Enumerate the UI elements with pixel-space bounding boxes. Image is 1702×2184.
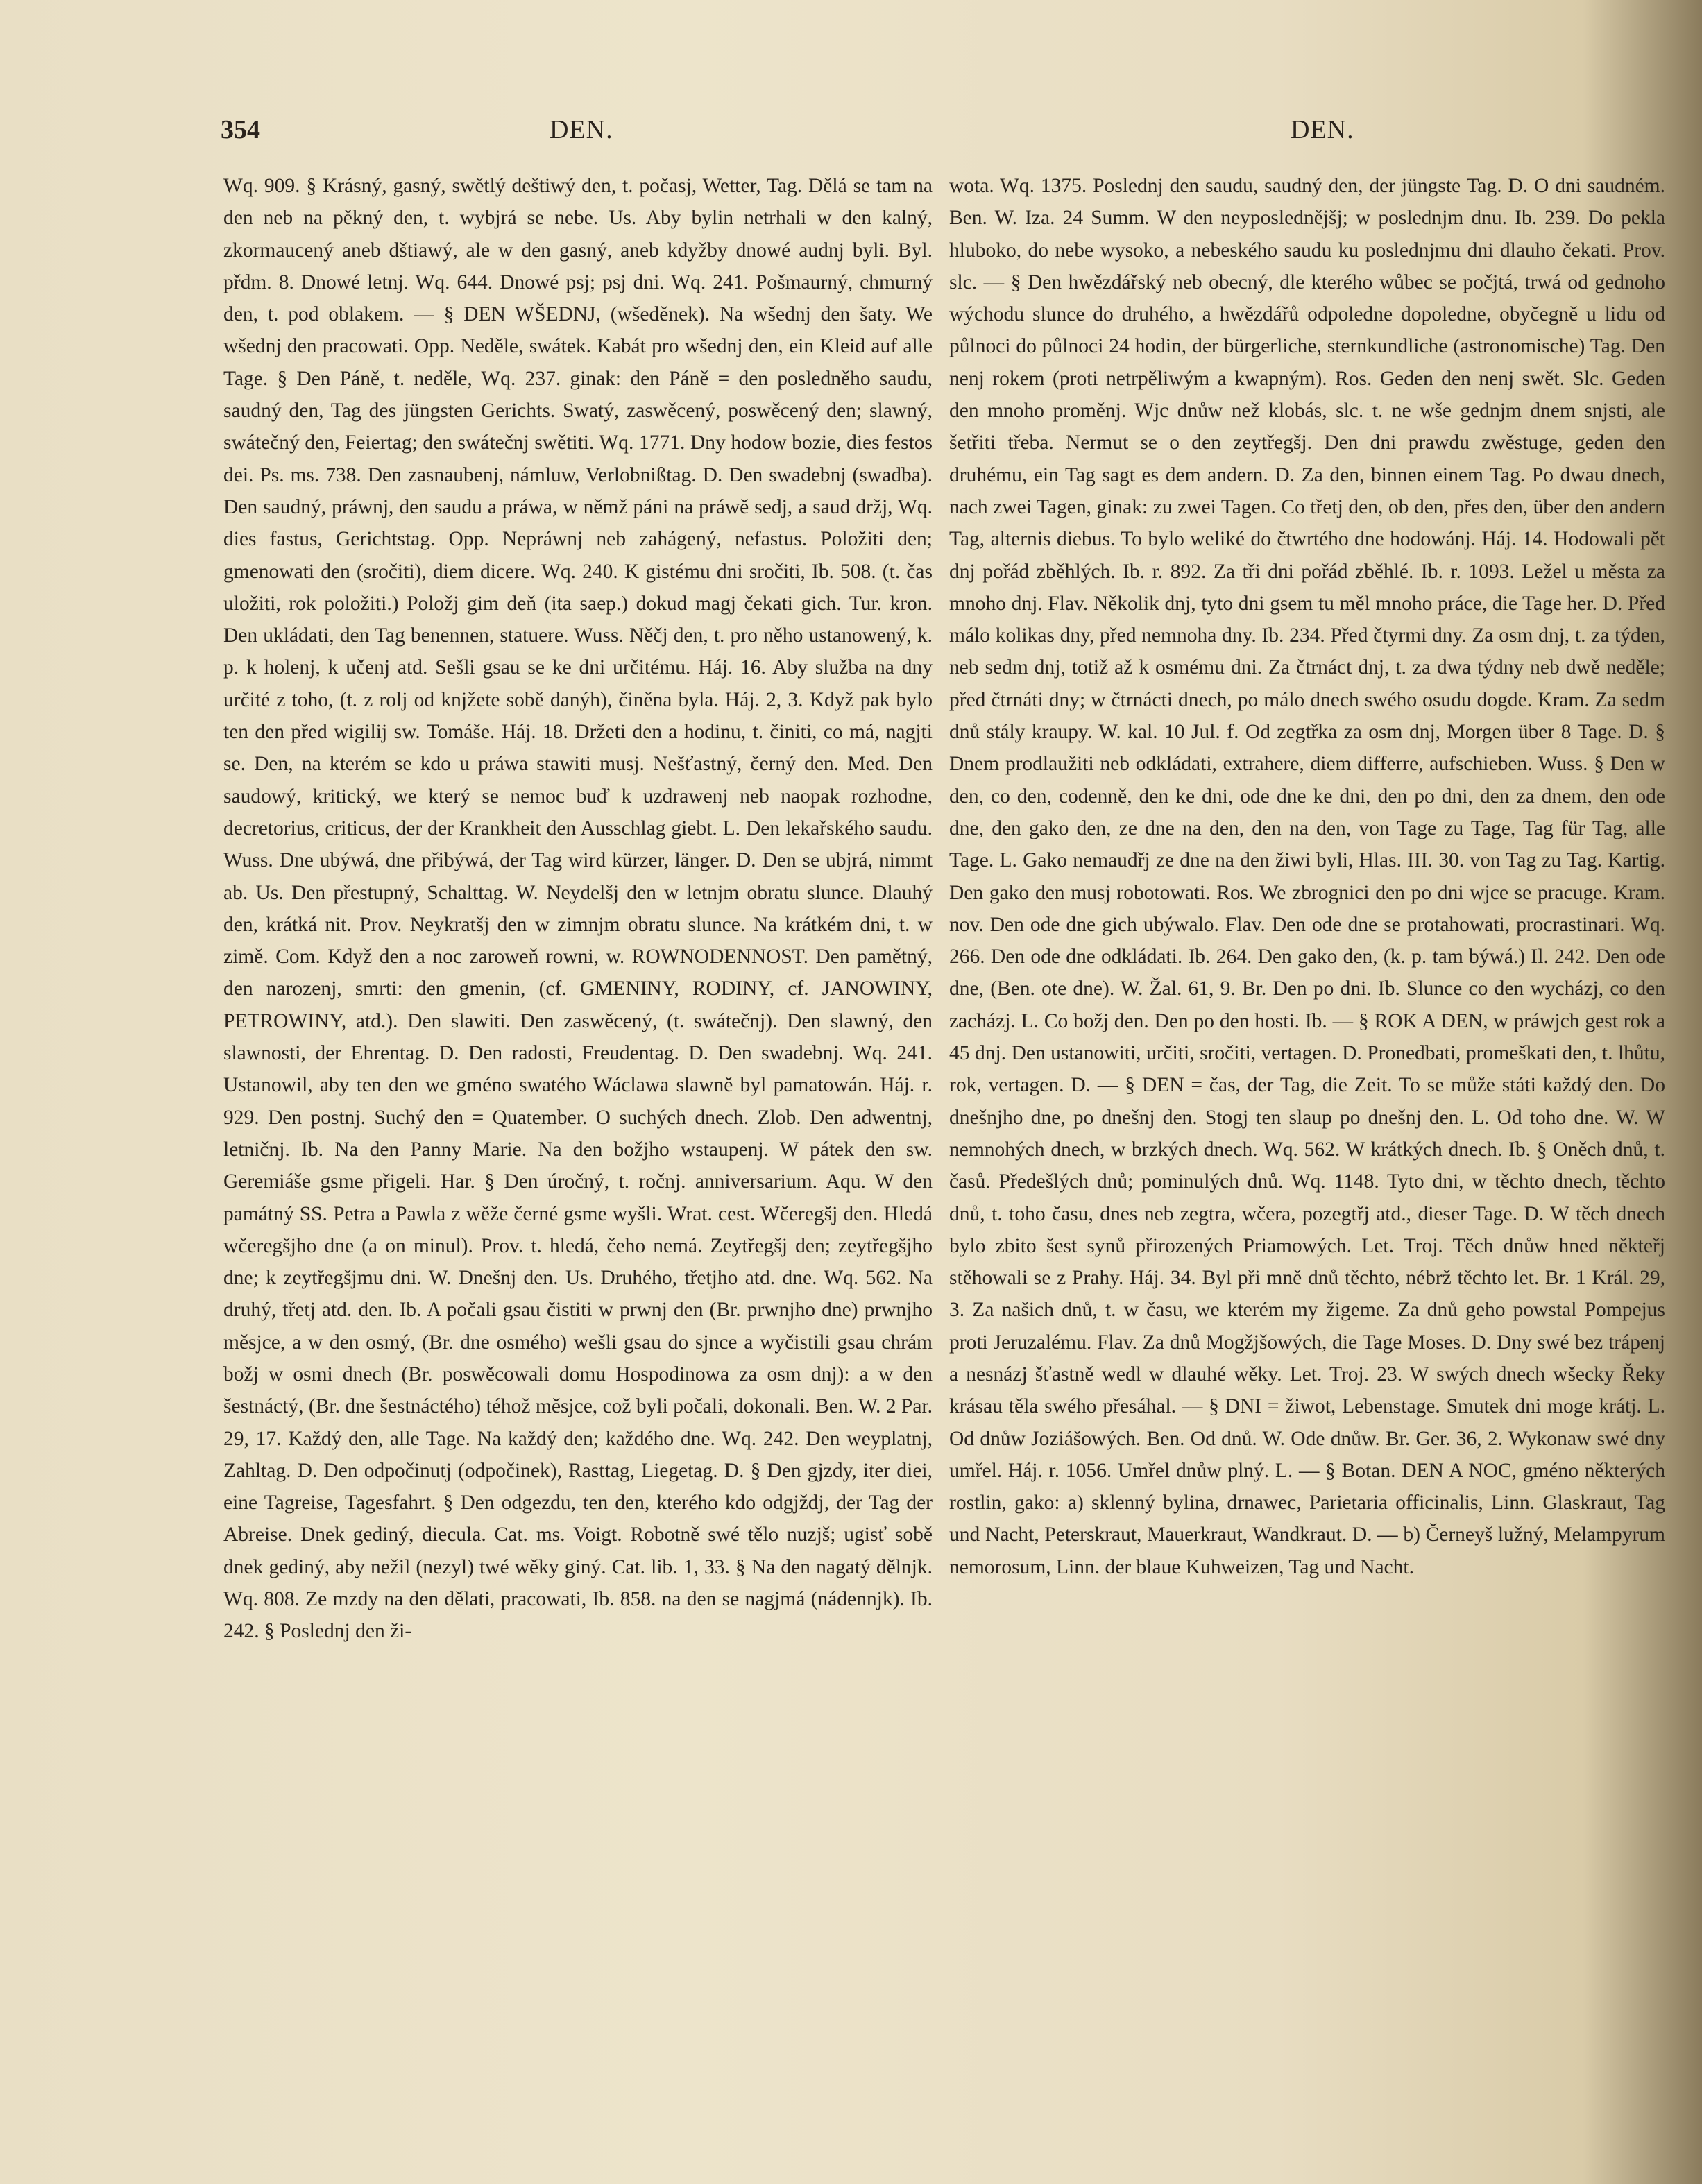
running-head-right: DEN. bbox=[1291, 115, 1354, 144]
left-column bbox=[223, 170, 933, 1648]
page-header bbox=[0, 114, 1702, 156]
running-head-left: DEN. bbox=[550, 115, 613, 144]
right-column-text: wota. Wq. 1375. Poslednj den saudu, saudný den, der jüngste Tag. D. O dni saudném. Ben. W. Iza. 24 Summ. W den neyposlednějšj; w poslednjm dnu. Ib. 239. Do pekla hluboko, do nebe wysoko, a nebeského saudu ku poslednjmu dni dlauho čekati. Prov. slc. — § Den hwězdářský neb obecný, dle kterého wůbec se počjtá, trwá od gednoho wýchodu slunce do druhého, a hwězdářů odpoledne dopoledne, obyčegně u lidu od půlnoci do půlnoci 24 hodin, der bürgerliche, sternkundliche (astronomische) Tag. Den nenj rokem (proti netrpěliwým a kwapným). Ros. Geden den nenj swět. Slc. Geden den mnoho proměnj. Wjc dnůw než klobás, slc. t. ne wše gednjm dnem snjsti, ale šetřiti třeba. Nermut se o den zeytřegšj. Den dni prawdu zwěstuge, geden den druhému, ein Tag sagt es dem andern. D. Za den, binnen einem Tag. Po dwau dnech, nach zwei Tagen, ginak: zu zwei Tagen. Co třetj den, ob den, přes den, über den andern Tag, alternis diebus. To bylo weliké do čtwrtého dne hodowánj. Háj. 14. Hodowali pět dnj pořád zběhlých. Ib. r. 892. Za tři dni pořád zběhlé. Ib. r. 1093. Ležel u města za mnoho dnj. Flav. Několik dnj, tyto dni gsem tu měl mnoho práce, die Tage her. D. Před málo kolikas dny, před nemnoha dny. Ib. 234. Před čtyrmi dny. Za osm dnj, t. za týden, neb sedm dnj, totiž až k osmému dni. Za čtrnáct dnj, t. za dwa týdny neb dwě neděle; před čtrnáti dny; w čtrnácti dnech, po málo dnech swého osudu dogde. Kram. Za sedm dnů stály kraupy. W. kal. 10 Jul. f. Od zegtřka za osm dnj, Morgen über 8 Tage. D. § Dnem prodlaužiti neb odkládati, extrahere, diem differre, aufschieben. Wuss. § Den w den, co den, codenně, den ke dni, ode dne ke dni, den po dni, den za dnem, den ode dne, den gako den, ze dne na den, den na den, von Tage zu Tage, Tag für Tag, alle Tage. L. Gako nemaudřj ze dne na den žiwi byli, Hlas. III. 30. von Tag zu Tag. Kartig. Den gako den musj robotowati. Ros. We zbrognici den po dni wjce se pracuge. Kram. nov. Den ode dne gich ubýwalo. Flav. Den ode dne se protahowati, procrastinari. Wq. 266. Den ode dne odkládati. Ib. 264. Den gako den, (k. p. tam býwá.) Il. 242. Den ode dne, (Ben. ote dne). W. Žal. 61, 9. Br. Den po dni. Ib. Slunce co den wycházj, co den zacházj. L. Co božj den. Den po den hosti. Ib. — § ROK A DEN, w práwjch gest rok a 45 dnj. Den ustanowiti, určiti, sročiti, vertagen. D. Pronedbati, promeškati den, t. lhůtu, rok, vertagen. D. — § DEN = čas, der Tag, die Zeit. To se může státi každý den. Do dnešnjho dne, po dnešnj den. Stogj ten slaup po dnešnj den. L. Od toho dne. W. W nemnohých dnech, w brzkých dnech. Wq. 562. W krátkých dnech. Ib. § Oněch dnů, t. časů. Předešlých dnů; pominulých dnů. Wq. 1148. Tyto dni, w těchto dnech, těchto dnů, t. toho času, dnes neb zegtra, wčera, pozegtřj atd., dieser Tage. D. W těch dnech bylo zbito šest synů přirozených Priamowých. Let. Troj. Těch dnůw hned někteřj stěhowali se z Prahy. Háj. 34. Byl při mně dnů těchto, nébrž těchto let. Br. 1 Král. 29, 3. Za našich dnů, t. w času, we kterém my žigeme. Za dnů geho powstal Pompejus proti Jeruzalému. Flav. Za dnů Mogžjšowých, die Tage Moses. D. Dny swé bez trápenj a nesnázj šťastně wedl w dlauhé wěky. Let. Troj. 23. W swých dnech wšecky Řeky krásau těla swého přesáhal. — § DNI = žiwot, Lebenstage. Smutek dni moge krátj. L. Od dnůw Joziášowých. Ben. Od dnů. W. Ode dnůw. Br. Ger. 36, 2. Wykonaw swé dny umřel. Háj. r. 1056. Umřel dnůw plný. L. — § Botan. DEN A NOC, gméno některých rostlin, gako: a) sklenný bylina, drnawec, Parietaria officinalis, Linn. Glaskraut, Tag und Nacht, Peterskraut, Mauerkraut, Wandkraut. D. — b) Černeyš lužný, Melampyrum nemorosum, Linn. der blaue Kuhweizen, Tag und Nacht. bbox=[949, 175, 1665, 1578]
left-column-text: Wq. 909. § Krásný, gasný, swětlý deštiwý den, t. počasj, Wetter, Tag. Dělá se tam na den neb na pěkný den, t. wybjrá se nebe. Us. Aby bylin netrhali w den kalný, zkormaucený aneb dštiawý, ale w den gasný, aneb kdyžby dnowé audnj byli. Byl. přdm. 8. Dnowé letnj. Wq. 644. Dnowé psj; psj dni. Wq. 241. Pošmaurný, chmurný den, t. pod oblakem. — § DEN WŠEDNJ, (wšeděnek). Na wšednj den šaty. We wšednj den pracowati. Opp. Neděle, swátek. Kabát pro wšednj den, ein Kleid auf alle Tage. § Den Páně, t. neděle, Wq. 237. ginak: den Páně = den posledněho saudu, saudný den, Tag des jüngsten Gerichts. Swatý, zaswěcený, poswěcený den; slawný, swátečný den, Feiertag; den swátečnj swětiti. Wq. 1771. Dny hodow bozie, dies festos dei. Ps. ms. 738. Den zasnaubenj, námluw, Verlobnißtag. D. Den swadebnj (swadba). Den saudný, práwnj, den saudu a práwa, w němž páni na práwě sedj, a saud držj, Wq. dies fastus, Gerichtstag. Opp. Nepráwnj neb zahágený, nefastus. Položiti den; gmenowati den (sročiti), diem dicere. Wq. 240. K gistému dni sročiti, Ib. 508. (t. čas uložiti, rok položiti.) Položj gim deň (ita saep.) dokud magj čekati gich. Tur. kron. Den ukládati, den Tag benennen, statuere. Wuss. Něčj den, t. pro něho ustanowený, k. p. k holenj, k učenj atd. Sešli gsau se ke dni určitému. Háj. 16. Aby služba na dny určité z toho, (t. z rolj od knjžete sobě danýh), činěna byla. Háj. 2, 3. Když pak bylo ten den před wigilij sw. Tomáše. Háj. 18. Držeti den a hodinu, t. činiti, co má, nagjti se. Den, na kterém se kdo u práwa stawiti musj. Nešťastný, černý den. Med. Den saudowý, kritický, we který se nemoc buď k uzdrawenj neb naopak rozhodne, decretorius, criticus, der der Krankheit den Ausschlag giebt. L. Den lekařského saudu. Wuss. Dne ubýwá, dne přibýwá, der Tag wird kürzer, länger. D. Den se ubjrá, nimmt ab. Us. Den přestupný, Schalttag. W. Neydelšj den w letnjm obratu slunce. Dlauhý den, krátká nit. Prov. Neykratšj den w zimnjm obratu slunce. Na krátkém dni, t. w zimě. Com. Když den a noc zaroweň rowni, w. ROWNODENNOST. Den pamětný, den narozenj, smrti: den gmenin, (cf. GMENINY, RODINY, cf. JANOWINY, PETROWINY, atd.). Den slawiti. Den zaswěcený, (t. swátečnj). Den slawný, den slawnosti, der Ehrentag. D. Den radosti, Freudentag. D. Den swadebnj. Wq. 241. Ustanowil, aby ten den we gméno swatého Wáclawa slawně byl pamatowán. Háj. r. 929. Den postnj. Suchý den = Quatember. O suchých dnech. Zlob. Den adwentnj, letničnj. Ib. Na den Panny Marie. Na den božjho wstaupenj. W pátek den sw. Geremiáše gsme přigeli. Har. § Den úročný, t. ročnj. anniversarium. Aqu. W den památný SS. Petra a Pawla z wěže černé gsme wyšli. Wrat. cest. Wčeregšj den. Hledá wčeregšjho dne (a on minul). Prov. t. hledá, čeho nemá. Zeytřegšj den; zeytřegšjho dne; k zeytřegšjmu dni. W. Dnešnj den. Us. Druhého, třetjho atd. dne. Wq. 562. Na druhý, třetj atd. den. Ib. A počali gsau čistiti w prwnj den (Br. prwnjho dne) prwnjho měsjce, a w den osmý, (Br. dne osmého) wešli gsau do sjnce a wyčistili gsau chrám božj w osmi dnech (Br. poswěcowali domu Hospodinowa za osm dnj): a w den šestnáctý, (Br. dne šestnáctého) téhož měsjce, což byli počali, dokonali. Ben. W. 2 Par. 29, 17. Každý den, alle Tage. Na každý den; každého dne. Wq. 242. Den weyplatnj, Zahltag. D. Den odpočinutj (odpočinek), Rasttag, Liegetag. D. § Den gjzdy, iter diei, eine Tagreise, Tagesfahrt. § Den odgezdu, ten den, kterého kdo odgjždj, der Tag der Abreise. Dnek gediný, diecula. Cat. ms. Voigt. Robotně swé tělo nuzjš; ugisť sobě dnek gediný, aby nežil (nezyl) twé wěky giný. Cat. lib. 1, 33. § Na den nagatý dělnjk. Wq. 808. Ze mzdy na den dělati, pracowati, Ib. 858. na den se nagjmá (nádennjk). Ib. 242. § Poslednj den ži- bbox=[223, 175, 933, 1643]
right-column bbox=[949, 170, 1665, 1583]
page-number: 354 bbox=[221, 115, 260, 144]
